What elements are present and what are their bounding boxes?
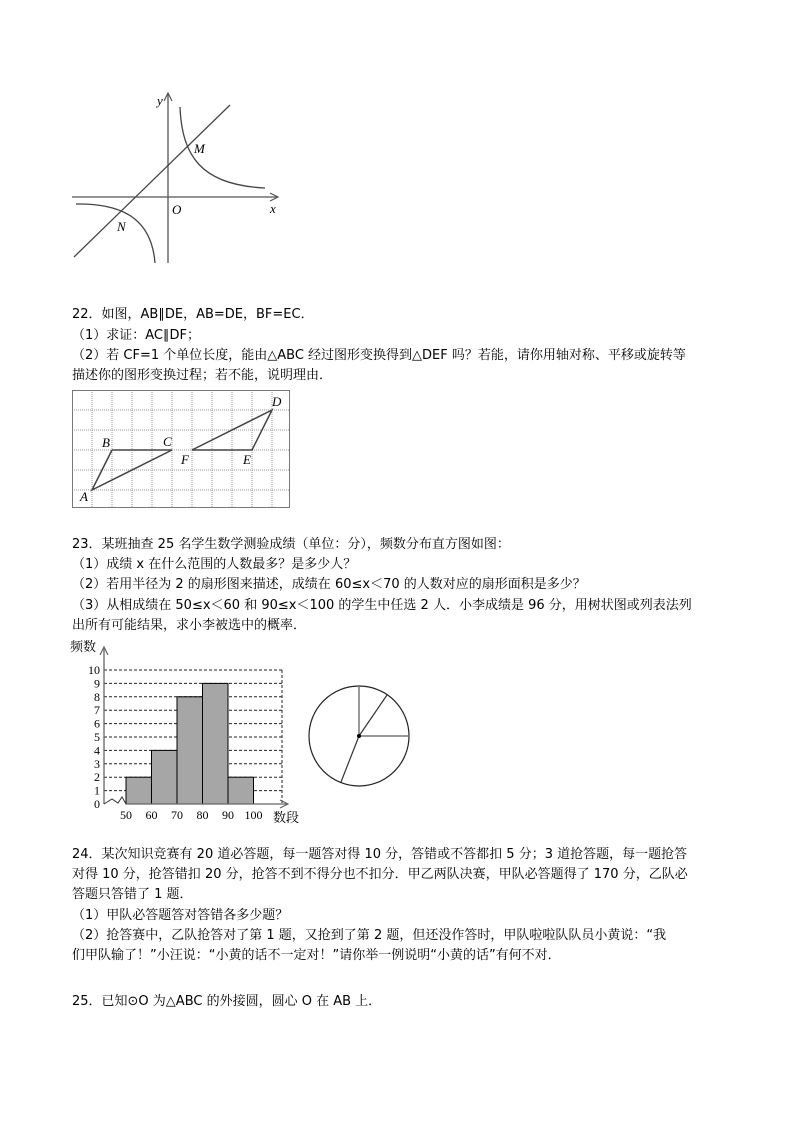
point-a: A bbox=[80, 489, 88, 504]
y-tick-label: 0 bbox=[94, 797, 100, 811]
hyperbola-branch-3 bbox=[76, 204, 155, 263]
q24-line-5: （2）抢答赛中，乙队抢答对了第 1 题，又抢到了第 2 题，但还没作答时，甲队啦啦队队员小黄说：“我 bbox=[72, 928, 667, 943]
label-m: M bbox=[194, 141, 205, 156]
center-point bbox=[357, 734, 361, 738]
grid-figure bbox=[72, 390, 292, 510]
x-tick-label: 90 bbox=[222, 808, 234, 822]
q24-line-4: （1）甲队必答题答对答错各多少题？ bbox=[72, 908, 289, 923]
x-tick-label: 80 bbox=[196, 808, 209, 822]
q23-line-5: 出所有可能结果，求小李被选中的概率． bbox=[72, 618, 307, 633]
q22-line-1: 22．如图，AB∥DE，AB=DE，BF=EC． bbox=[72, 307, 314, 322]
histogram-bar bbox=[203, 683, 229, 804]
q23-line-1: 23．某班抽查 25 名学生数学测验成绩（单位：分），频数分布直方图如图： bbox=[72, 537, 510, 552]
histogram-chart bbox=[60, 635, 310, 830]
hyperbola-branch-1 bbox=[180, 107, 265, 188]
label-x: x bbox=[270, 201, 276, 216]
q23-line-4: （3）从相成绩在 50≤x＜60 和 90≤x＜100 的学生中任选 2 人．小李成绩是 96 分，用树状图或列表法列 bbox=[72, 598, 692, 613]
y-tick-label: 9 bbox=[94, 676, 100, 691]
y-tick-label: 8 bbox=[94, 689, 100, 704]
x-tick-label: 70 bbox=[171, 808, 183, 822]
point-e: E bbox=[243, 452, 251, 467]
label-y: y bbox=[157, 93, 163, 108]
q22-line-2: （1）求证：AC∥DF； bbox=[72, 328, 201, 343]
x-axis-label: 数段 bbox=[273, 810, 300, 825]
q23-line-2: （1）成绩 x 在什么范围的人数最多？是多少人？ bbox=[72, 557, 357, 572]
x-tick-label: 50 bbox=[120, 808, 132, 822]
point-d: D bbox=[272, 394, 282, 409]
label-origin: O bbox=[172, 202, 182, 217]
histogram-bar bbox=[228, 777, 254, 804]
point-c: C bbox=[163, 434, 172, 449]
sector-radius-4 bbox=[341, 736, 359, 782]
q24-line-2: 对得 10 分，抢答错扣 20 分，抢答不到不得分也不扣分．甲乙两队决赛，甲队必答题得了 170 分，乙队必 bbox=[72, 867, 688, 882]
label-n: N bbox=[117, 219, 126, 234]
q23-line-3: （2）若用半径为 2 的扇形图来描述，成绩在 60≤x＜70 的人数对应的扇形面积是多少？ bbox=[72, 577, 586, 592]
y-tick-label: 5 bbox=[94, 730, 100, 744]
y-tick-label: 1 bbox=[94, 783, 100, 798]
y-tick-label: 4 bbox=[94, 743, 100, 758]
point-b: B bbox=[102, 435, 110, 450]
histogram-bar bbox=[152, 750, 178, 804]
y-axis-label: 频数 bbox=[70, 639, 97, 654]
axis-break-icon bbox=[104, 797, 126, 804]
sector-radius-2 bbox=[359, 695, 387, 736]
q22-line-3: （2）若 CF=1 个单位长度，能由△ABC 经过图形变换得到△DEF 吗？若能，请你用轴对称、平移或旋转等 bbox=[72, 348, 686, 363]
y-tick-label: 10 bbox=[88, 663, 100, 677]
q24-line-3: 答题只答错了 1 题． bbox=[72, 887, 193, 902]
sector-diagram bbox=[300, 675, 420, 795]
histogram-bar bbox=[126, 777, 152, 804]
y-tick-label: 6 bbox=[94, 716, 100, 731]
point-f: F bbox=[181, 452, 189, 467]
q22-line-4: 描述你的图形变换过程；若不能，说明理由． bbox=[72, 368, 333, 383]
q24-line-1: 24．某次知识竞赛有 20 道必答题，每一题答对得 10 分，答错或不答都扣 5 分；3 道抢答题，每一题抢答 bbox=[72, 847, 688, 862]
hyperbola-figure bbox=[60, 85, 290, 265]
q24-line-6: 们甲队输了！”小汪说：“小黄的话不一定对！”请你举一例说明“小黄的话”有何不对． bbox=[72, 948, 561, 963]
y-tick-label: 3 bbox=[94, 756, 100, 771]
histogram-bar bbox=[177, 697, 203, 804]
straight-line bbox=[74, 105, 230, 257]
q25-line-1: 25．已知⊙O 为△ABC 的外接圆，圆心 O 在 AB 上． bbox=[72, 994, 382, 1009]
x-tick-label: 60 bbox=[145, 808, 158, 822]
x-tick-label: 100 bbox=[244, 808, 263, 822]
y-tick-label: 2 bbox=[94, 770, 100, 785]
y-tick-label: 7 bbox=[94, 703, 100, 718]
